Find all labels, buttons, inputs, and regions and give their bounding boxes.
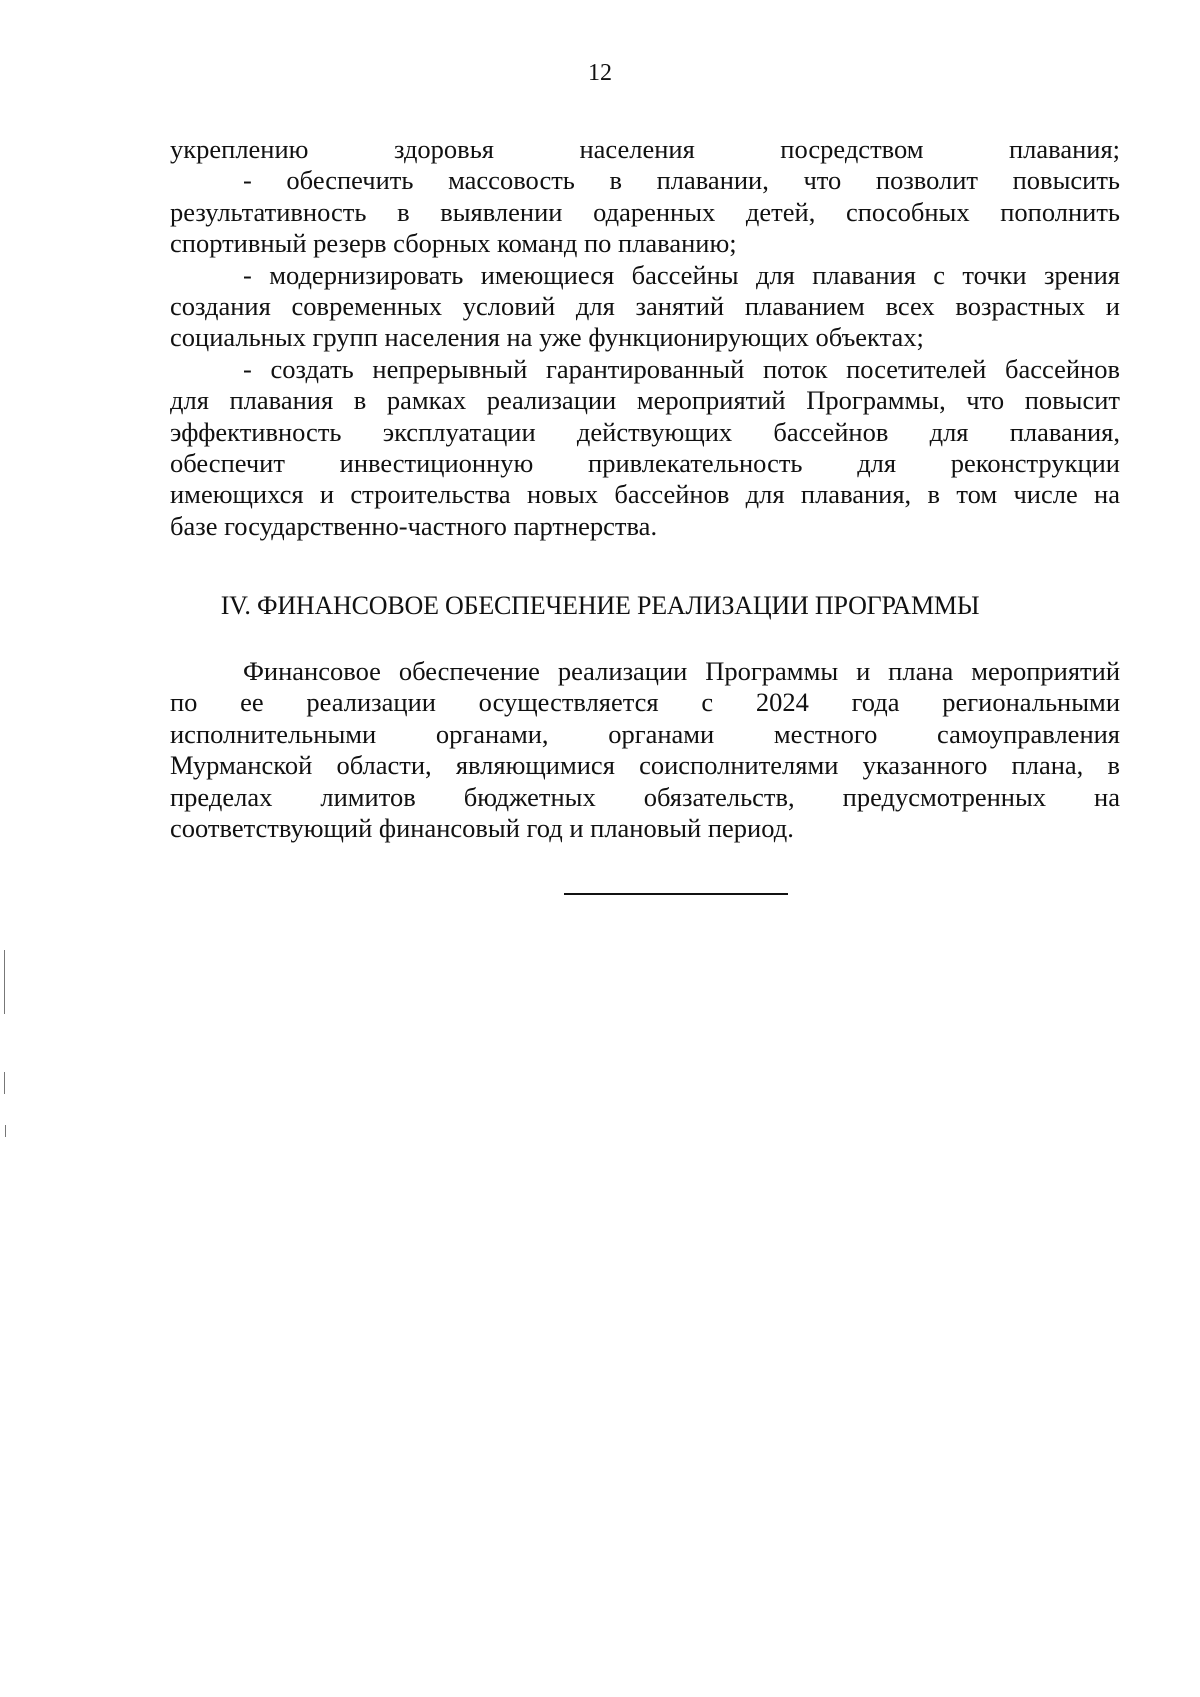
text-line: создания современных условий для занятий плаванием всех возрастных и bbox=[170, 291, 1120, 322]
text-line: для плавания в рамках реализации мероприятий Программы, что повысит bbox=[170, 385, 1120, 416]
text-line: результативность в выявлении одаренных детей, способных пополнить bbox=[170, 196, 1120, 227]
scan-artifact bbox=[4, 1072, 5, 1094]
text-line: исполнительными органами, органами местного самоуправления bbox=[170, 718, 1120, 749]
tasks-paragraphs bbox=[170, 134, 1120, 542]
text-line: спортивный резерв сборных команд по плаванию; bbox=[170, 228, 737, 259]
text-line: базе государственно-частного партнерства. bbox=[170, 510, 658, 541]
text-line: пределах лимитов бюджетных обязательств, предусмотренных на bbox=[170, 781, 1120, 812]
scan-artifact bbox=[5, 1125, 6, 1137]
text-line: - создать непрерывный гарантированный поток посетителей бассейнов bbox=[243, 353, 1120, 384]
text-line: - обеспечить массовость в плавании, что позволит повысить bbox=[243, 165, 1120, 196]
scan-artifact bbox=[4, 950, 5, 1014]
text-line: обеспечит инвестиционную привлекательность для реконструкции bbox=[170, 448, 1120, 479]
text-line: укреплению здоровья населения посредством плавания; bbox=[170, 134, 1120, 164]
text-line: социальных групп населения на уже функционирующих объектах; bbox=[170, 322, 924, 353]
text-line: по ее реализации осуществляется с 2024 года региональными bbox=[170, 687, 1120, 718]
text-line: Мурманской области, являющимися соисполнителями указанного плана, в bbox=[170, 750, 1120, 781]
text-line: эффективность эксплуатации действующих бассейнов для плавания, bbox=[170, 416, 1120, 447]
text-line: имеющихся и строительства новых бассейнов для плавания, в том числе на bbox=[170, 479, 1120, 510]
section-heading: IV. ФИНАНСОВОЕ ОБЕСПЕЧЕНИЕ РЕАЛИЗАЦИИ ПРОГРАММЫ bbox=[220, 591, 980, 620]
end-rule bbox=[564, 893, 788, 895]
text-line: Финансовое обеспечение реализации Программы и плана мероприятий bbox=[243, 656, 1120, 686]
page-number: 12 bbox=[588, 60, 612, 86]
text-line: соответствующий финансовый год и плановый период. bbox=[170, 813, 794, 844]
financing-paragraph bbox=[170, 656, 1120, 844]
text-line: - модернизировать имеющиеся бассейны для плавания с точки зрения bbox=[243, 259, 1120, 290]
